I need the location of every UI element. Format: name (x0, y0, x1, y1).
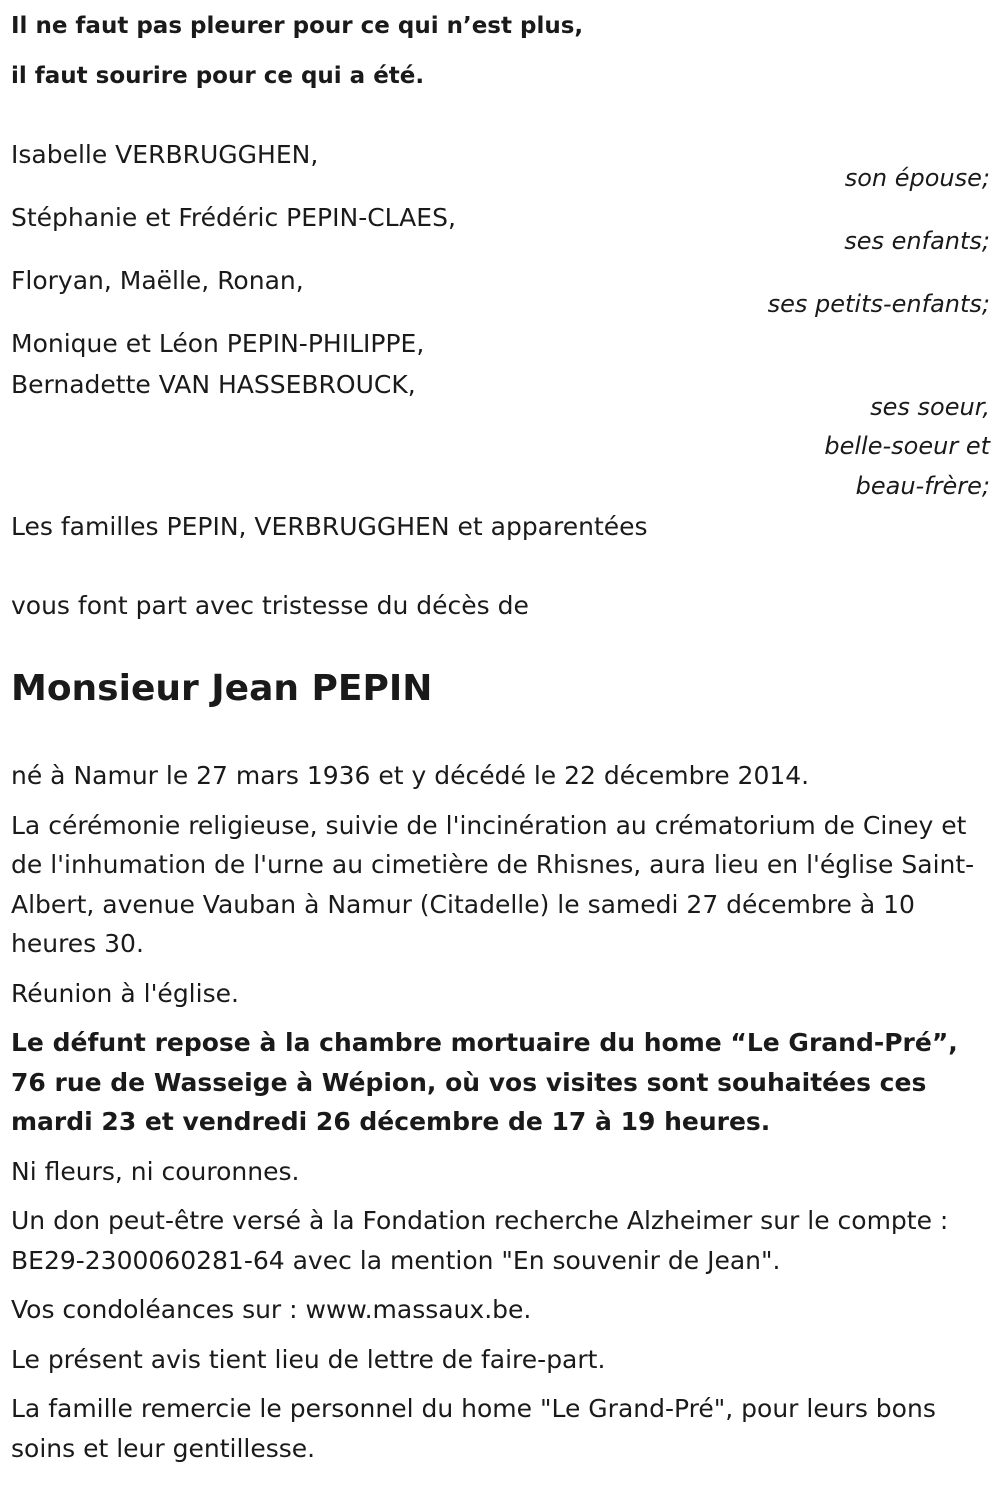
families-line: Les familles PEPIN, VERBRUGGHEN et apparentées (11, 512, 648, 541)
spouse-name: Isabelle VERBRUGGHEN, (11, 140, 319, 169)
spouse-role: son épouse; (844, 164, 990, 192)
siblings-line-2: Bernadette VAN HASSEBROUCK, (11, 370, 416, 399)
siblings-line-1: Monique et Léon PEPIN-PHILIPPE, (11, 329, 425, 358)
birth-death-paragraph: né à Namur le 27 mars 1936 et y décédé le 22 décembre 2014. (11, 761, 810, 790)
children-names: Stéphanie et Frédéric PEPIN-CLAES, (11, 203, 456, 232)
condolences-paragraph: Vos condoléances sur : www.massaux.be. (11, 1295, 532, 1324)
epigraph-line-2: il faut sourire pour ce qui a été. (11, 63, 425, 89)
epigraph-line-1: Il ne faut pas pleurer pour ce qui n’est plus, (11, 13, 584, 39)
flowers-paragraph: Ni fleurs, ni couronnes. (11, 1156, 300, 1186)
siblings-role-line-1: ses soeur, (870, 393, 990, 421)
epigraph (11, 1, 583, 101)
thanks-paragraph: La famille remercie le personnel du home "Le Grand-Pré", pour leurs bons soins et leur gentillesse. (11, 1394, 936, 1463)
grandchildren-names: Floryan, Maëlle, Ronan, (11, 266, 304, 295)
grandchildren-role: ses petits-enfants; (767, 290, 990, 318)
meeting-paragraph: Réunion à l'église. (11, 978, 239, 1008)
ceremony-paragraph: La cérémonie religieuse, suivie de l'incinération au crématorium de Ciney et de l'inhumation de l'urne au cimetière de Rhisnes, aura lieu en l'église Saint-Albert, avenue Vauban à Namur (Citadelle) le samedi 27 décembre à 10 heures 30. (11, 810, 975, 958)
notice-paragraph: Le présent avis tient lieu de lettre de faire-part. (11, 1344, 606, 1374)
siblings-role-line-2: belle-soeur et (824, 432, 990, 460)
children-role: ses enfants; (844, 227, 990, 255)
visitation-paragraph: Le défunt repose à la chambre mortuaire du home “Le Grand-Pré”, 76 rue de Wasseige à Wépion, où vos visites sont souhaitées ces mardi 23 et vendredi 26 décembre de 17 à 19 heures. (11, 1028, 958, 1136)
siblings-role-line-3: beau-frère; (855, 472, 990, 500)
obituary-details (11, 756, 990, 1478)
deceased-name: Monsieur Jean PEPIN (11, 668, 433, 709)
announcement-line: vous font part avec tristesse du décès de (11, 591, 529, 620)
donation-paragraph: Un don peut-être versé à la Fondation recherche Alzheimer sur le compte : BE29-2300060281-64 avec la mention "En souvenir de Jean". (11, 1206, 949, 1275)
